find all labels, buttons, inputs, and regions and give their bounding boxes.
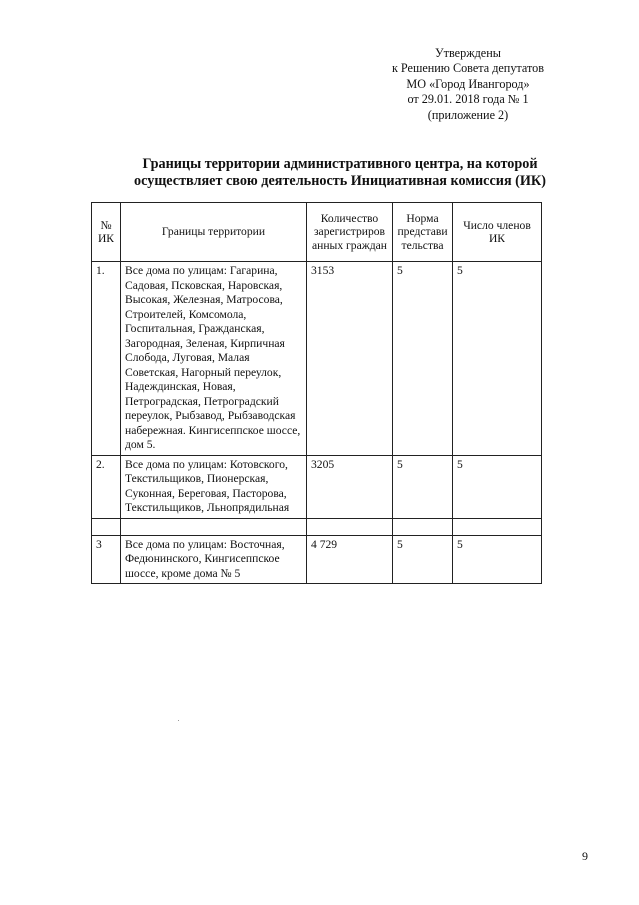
spacer-cell — [307, 518, 393, 535]
row-num: 1. — [92, 262, 121, 456]
row-num: 2. — [92, 455, 121, 518]
header-norm: Норма представи тельства — [393, 203, 453, 262]
row-members: 5 — [453, 535, 542, 584]
page-number: 9 — [582, 849, 588, 863]
table-spacer-row — [92, 518, 542, 535]
table-row — [92, 262, 542, 456]
spacer-cell — [453, 518, 542, 535]
header-members: Число членов ИК — [453, 203, 542, 262]
row-count: 3153 — [307, 262, 393, 456]
approval-line-5: (приложение 2) — [427, 107, 509, 122]
row-norm: 5 — [393, 262, 453, 456]
row-count: 3205 — [307, 455, 393, 518]
header-num: № ИК — [92, 203, 121, 262]
document-title — [90, 156, 590, 190]
row-norm: 5 — [393, 535, 453, 584]
spacer-cell — [393, 518, 453, 535]
spacer-cell — [121, 518, 307, 535]
title-line-1: Границы территории административного центра, на которой — [142, 156, 538, 172]
title-line-2: осуществляет свою деятельность Инициативная комиссия (ИК) — [134, 173, 546, 189]
row-count: 4 729 — [307, 535, 393, 584]
row-borders: Все дома по улицам: Котовского, Текстильщиков, Пионерская, Суконная, Береговая, Пасторова, Текстильщиков, Льнопрядильная — [121, 455, 307, 518]
table-row — [92, 455, 542, 518]
row-num: 3 — [92, 535, 121, 584]
approval-line-4: от 29.01. 2018 года № 1 — [407, 92, 529, 107]
approval-block — [360, 46, 576, 123]
row-borders: Все дома по улицам: Гагарина, Садовая, Псковская, Наровская, Высокая, Железная, Матросова, Строителей, Комсомола, Госпитальная, Гражданская, Загородная, Зеленая, Кирпичная Слобода, Луговая, Малая Советская, Нагорный переулок, Надеждинская, Новая, Петроградская, Петроградский переулок, Рыбзавод, Рыбзаводская набережная. Кингисеппское шоссе, дом 5. — [121, 262, 307, 456]
approval-line-1: Утверждены — [435, 46, 501, 60]
row-norm: 5 — [393, 455, 453, 518]
scan-speck — [178, 720, 179, 721]
header-count: Количество зарегистриров анных граждан — [307, 203, 393, 262]
table-header-row — [92, 203, 542, 262]
table-row — [92, 535, 542, 584]
spacer-cell — [92, 518, 121, 535]
approval-line-2: к Решению Совета депутатов — [391, 61, 545, 76]
row-members: 5 — [453, 262, 542, 456]
header-borders: Границы территории — [121, 203, 307, 262]
territory-table — [91, 202, 542, 584]
approval-line-3: МО «Город Ивангород» — [406, 76, 530, 91]
row-members: 5 — [453, 455, 542, 518]
row-borders: Все дома по улицам: Восточная, Федюнинского, Кингисеппское шоссе, кроме дома № 5 — [121, 535, 307, 584]
